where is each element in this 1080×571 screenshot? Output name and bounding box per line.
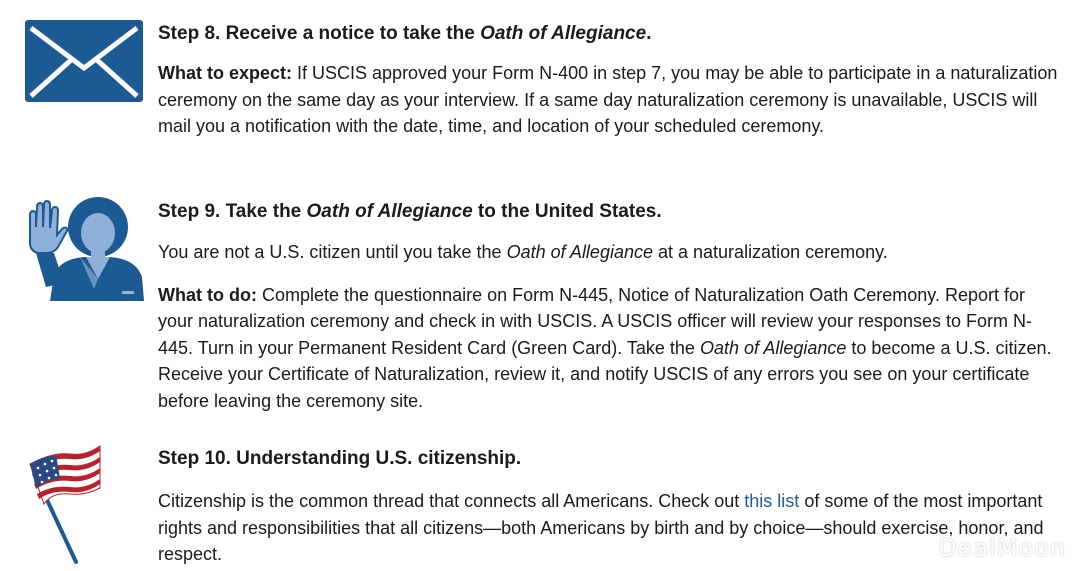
step-8-title: Step 8. Receive a notice to take the Oath of Allegiance. bbox=[158, 23, 652, 44]
step-9-intro: You are not a U.S. citizen until you take the Oath of Allegiance at a naturalization ceremony. bbox=[158, 242, 888, 262]
step-10-title: Step 10. Understanding U.S. citizenship. bbox=[158, 448, 522, 469]
us-flag-icon bbox=[22, 444, 102, 566]
envelope-icon bbox=[25, 20, 143, 102]
this-list-link[interactable]: this list bbox=[744, 491, 800, 511]
watermark: DealMoon bbox=[938, 534, 1066, 562]
step-10-body: Citizenship is the common thread that connects all Americans. Check out this list of some of the most important rights and responsibilities that all citizens—both Americans by birth and by choice—should exercise, honor, and respect. bbox=[158, 491, 1044, 564]
step-9-body: What to do: Complete the questionnaire on Form N-445, Notice of Naturalization Oath Ceremony. Report for your naturalization ceremony and check in with USCIS. A USCIS officer will review your responses to Form N-445. Turn in your Permanent Resident Card (Green Card). Take the Oath of Allegiance to become a U.S. citizen. Receive your Certificate of Naturalization, review it, and notify USCIS of any errors you see on your certificate before leaving the ceremony site. bbox=[158, 284, 1052, 411]
step-9-title: Step 9. Take the Oath of Allegiance to the United States. bbox=[158, 201, 662, 222]
step-8-body: What to expect: If USCIS approved your Form N-400 in step 7, you may be able to participate in a naturalization ceremony on the same day as your interview. If a same day naturalization ceremony is unavailable, USCIS will mail you a notification with the date, time, and location of your scheduled ceremony. bbox=[158, 63, 1058, 136]
oath-person-icon bbox=[24, 197, 146, 301]
